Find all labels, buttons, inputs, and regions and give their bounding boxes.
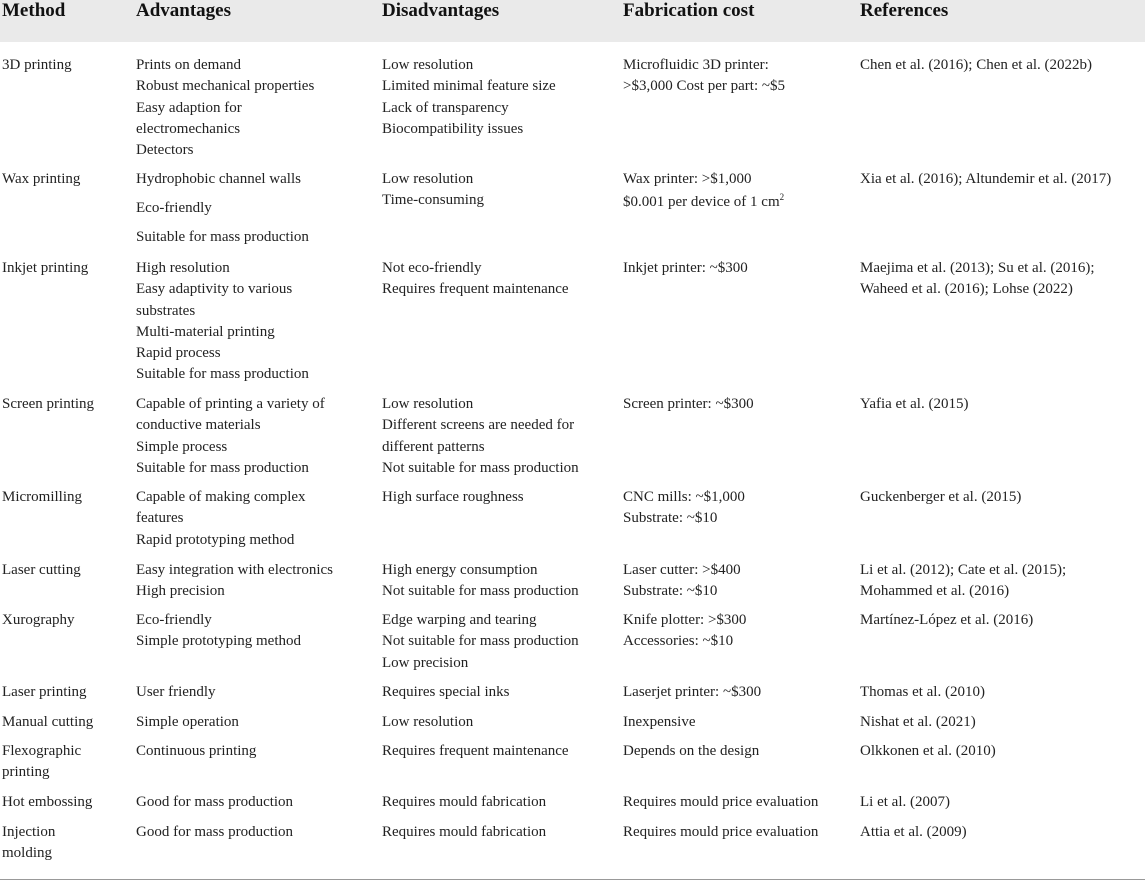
table-cell-method — [2, 712, 93, 733]
cell-line: Inkjet printer: ~$300 — [623, 260, 748, 276]
cell-line: Prints on demand — [136, 57, 241, 73]
cell-line: Hot embossing — [2, 794, 93, 810]
table-cell-advantages — [136, 741, 256, 762]
cell-line: Olkkonen et al. (2010) — [860, 743, 996, 759]
cell-line: Maejima et al. (2013); Su et al. (2016); — [860, 260, 1095, 276]
table-cell-disadvantages — [382, 741, 569, 762]
table-cell-advantages — [136, 258, 309, 386]
header-method: Method — [2, 0, 66, 21]
cell-line: >$3,000 Cost per part: ~$5 — [623, 78, 785, 95]
cell-line: Laser cutting — [2, 562, 81, 578]
cell-line: conductive materials — [136, 417, 261, 434]
table-cell-method — [2, 487, 82, 508]
cell-line: Manual cutting — [2, 714, 94, 730]
cell-line: Lack of transparency — [382, 99, 509, 116]
cell-line: Laser printing — [2, 684, 87, 700]
cell-line: Simple operation — [136, 714, 239, 730]
cell-line: Capable of printing a variety of — [136, 396, 325, 412]
table-cell-method — [2, 792, 92, 813]
table-cell-references — [860, 258, 1095, 301]
cell-line: Hydrophobic channel walls — [136, 171, 301, 187]
cell-line: Eco-friendly — [136, 612, 212, 628]
cell-line: Requires frequent maintenance — [382, 281, 569, 298]
cell-line: Substrate: ~$10 — [623, 583, 718, 600]
cell-line: Capable of making complex — [136, 489, 306, 505]
header-fabrication-cost: Fabrication cost — [623, 0, 755, 21]
table-cell-references — [860, 712, 976, 733]
table-cell-cost — [623, 712, 695, 733]
cell-line: Waheed et al. (2016); Lohse (2022) — [860, 281, 1073, 298]
table-cell-advantages — [136, 682, 216, 703]
cell-line: Inexpensive — [623, 714, 696, 730]
table-cell-advantages — [136, 822, 293, 843]
table-cell-disadvantages — [382, 394, 579, 479]
cell-line: Suitable for mass production — [136, 459, 309, 476]
cell-line: Mohammed et al. (2016) — [860, 583, 1010, 600]
cell-line: Inkjet printing — [2, 260, 89, 276]
cell-line: Not suitable for mass production — [382, 633, 579, 650]
table-cell-method — [2, 610, 74, 631]
cell-line: Nishat et al. (2021) — [860, 714, 976, 730]
table-cell-cost — [623, 822, 818, 843]
cell-line: Simple prototyping method — [136, 633, 301, 650]
cell-line: Eco-friendly — [136, 200, 212, 216]
cell-line: Not suitable for mass production — [382, 459, 579, 476]
header-disadvantages: Disadvantages — [382, 0, 500, 21]
cell-line: Knife plotter: >$300 — [623, 612, 747, 628]
table-cell-cost — [623, 258, 748, 279]
table-cell-method — [2, 741, 81, 784]
cell-line: Robust mechanical properties — [136, 78, 315, 95]
table-cell-method — [2, 55, 72, 76]
cell-line: Wax printer: >$1,000 — [623, 171, 752, 187]
table-cell-method — [2, 394, 94, 415]
header-references: References — [860, 0, 949, 21]
table-cell-disadvantages — [382, 682, 509, 703]
table-cell-method — [2, 682, 87, 703]
cell-line: Requires mould fabrication — [382, 824, 547, 840]
table-cell-disadvantages — [382, 822, 546, 843]
cell-line: Suitable for mass production — [136, 229, 309, 245]
cell-line: Detectors — [136, 142, 194, 159]
cell-line: Biocompatibility issues — [382, 120, 524, 137]
cell-line: Flexographic — [2, 743, 82, 759]
cell-line: Xia et al. (2016); Altundemir et al. (2017) — [860, 171, 1112, 187]
table-cell-advantages — [136, 55, 314, 161]
cell-line: Requires mould price evaluation — [623, 794, 819, 810]
cell-line: Micromilling — [2, 489, 82, 505]
table-cell-cost — [623, 394, 754, 415]
cell-line: Li et al. (2007) — [860, 794, 950, 810]
table-cell-cost — [623, 487, 745, 530]
cell-line: 3D printing — [2, 57, 72, 73]
table-cell-advantages — [136, 394, 325, 479]
table-cell-references — [860, 55, 1092, 76]
cell-line: Accessories: ~$10 — [623, 633, 734, 650]
table-cell-references — [860, 560, 1066, 603]
table-cell-references — [860, 822, 967, 843]
cell-line: Limited minimal feature size — [382, 78, 556, 95]
cell-line: Low resolution — [382, 57, 474, 73]
cell-line: printing — [2, 764, 50, 781]
table-cell-cost — [623, 741, 759, 762]
cell-line: Depends on the design — [623, 743, 760, 759]
table-cell-advantages — [136, 792, 293, 813]
cell-line: Rapid process — [136, 345, 221, 362]
table-cell-references — [860, 741, 996, 762]
cell-line: molding — [2, 845, 53, 862]
cell-line: Low resolution — [382, 171, 474, 187]
table-cell-references — [860, 610, 1033, 631]
cell-line: Not suitable for mass production — [382, 583, 579, 600]
table-cell-references — [860, 487, 1021, 508]
unit-superscript: 2 — [779, 192, 785, 202]
table-cell-method — [2, 560, 81, 581]
table-bottom-rule — [0, 879, 1145, 880]
table-cell-disadvantages — [382, 55, 556, 140]
cell-line: Guckenberger et al. (2015) — [860, 489, 1022, 505]
table-cell-disadvantages — [382, 792, 546, 813]
table-cell-references — [860, 394, 968, 415]
cell-line: CNC mills: ~$1,000 — [623, 489, 745, 505]
cell-line: High energy consumption — [382, 562, 538, 578]
table-cell-disadvantages — [382, 610, 579, 674]
cell-line: Good for mass production — [136, 794, 294, 810]
cell-line: substrates — [136, 302, 196, 319]
cell-line: High precision — [136, 583, 225, 600]
cell-line: Suitable for mass production — [136, 366, 309, 383]
cell-line: Substrate: ~$10 — [623, 510, 718, 527]
cell-line: features — [136, 510, 184, 527]
cell-line: Edge warping and tearing — [382, 612, 537, 628]
cell-line: Laserjet printer: ~$300 — [623, 684, 762, 700]
cell-line: Requires mould fabrication — [382, 794, 547, 810]
cell-line: User friendly — [136, 684, 216, 700]
cell-line: electromechanics — [136, 120, 241, 137]
table-cell-references — [860, 169, 1111, 190]
cell-line: Multi-material printing — [136, 323, 275, 340]
cell-line: $0.001 per device of 1 $cm^2$ — [623, 192, 785, 210]
cell-line: Chen et al. (2016); Chen et al. (2022b) — [860, 57, 1093, 73]
cell-line: Injection — [2, 824, 56, 840]
header-advantages: Advantages — [136, 0, 232, 21]
table-cell-advantages — [136, 560, 333, 603]
cell-line: Different screens are needed for — [382, 417, 575, 434]
table-cell-cost — [623, 682, 761, 703]
table-cell-advantages — [136, 487, 306, 551]
table-cell-method — [2, 169, 80, 190]
table-cell-method — [2, 258, 88, 279]
cell-line: Requires frequent maintenance — [382, 743, 569, 759]
table-cell-cost — [623, 55, 785, 98]
cell-line: Screen printing — [2, 396, 95, 412]
table-cell-disadvantages — [382, 487, 524, 508]
table-cell-advantages — [136, 610, 301, 653]
cell-line: Martínez-López et al. (2016) — [860, 612, 1034, 628]
cell-line: Screen printer: ~$300 — [623, 396, 754, 412]
table-cell-advantages — [136, 712, 239, 733]
cell-line: Rapid prototyping method — [136, 531, 295, 548]
cell-line: Thomas et al. (2010) — [860, 684, 985, 700]
table-cell-references — [860, 792, 950, 813]
cell-line: Easy adaption for — [136, 99, 242, 116]
cell-line: Requires mould price evaluation — [623, 824, 819, 840]
table-cell-cost — [623, 560, 741, 603]
cell-line: Li et al. (2012); Cate et al. (2015); — [860, 562, 1067, 578]
table-header — [0, 0, 1145, 42]
cell-line: Easy integration with electronics — [136, 562, 334, 578]
table-cell-cost — [623, 792, 818, 813]
cell-line: Low precision — [382, 654, 469, 671]
cell-line: Easy adaptivity to various — [136, 281, 293, 298]
cell-line: Attia et al. (2009) — [860, 824, 967, 840]
table-cell-method — [2, 822, 55, 865]
table-cell-disadvantages — [382, 258, 569, 301]
cell-line: Simple process — [136, 438, 228, 455]
cell-line: Microfluidic 3D printer: — [623, 57, 769, 73]
cell-line: Low resolution — [382, 714, 474, 730]
cell-line: Low resolution — [382, 396, 474, 412]
table-cell-disadvantages — [382, 560, 579, 603]
cell-line: Not eco-friendly — [382, 260, 482, 276]
cell-line: Laser cutter: >$400 — [623, 562, 741, 578]
cell-line: Yafia et al. (2015) — [860, 396, 969, 412]
table-cell-disadvantages — [382, 169, 484, 212]
cell-line: Good for mass production — [136, 824, 294, 840]
cell-line: High resolution — [136, 260, 230, 276]
cell-line: Xurography — [2, 612, 75, 628]
cell-line: different patterns — [382, 438, 485, 455]
cell-line: High surface roughness — [382, 489, 524, 505]
cell-line: Wax printing — [2, 171, 81, 187]
cell-line: Continuous printing — [136, 743, 257, 759]
table-cell-references — [860, 682, 985, 703]
table-cell-disadvantages — [382, 712, 473, 733]
table-cell-cost — [623, 610, 746, 653]
cell-line: Requires special inks — [382, 684, 510, 700]
cell-line: Time-consuming — [382, 192, 484, 209]
